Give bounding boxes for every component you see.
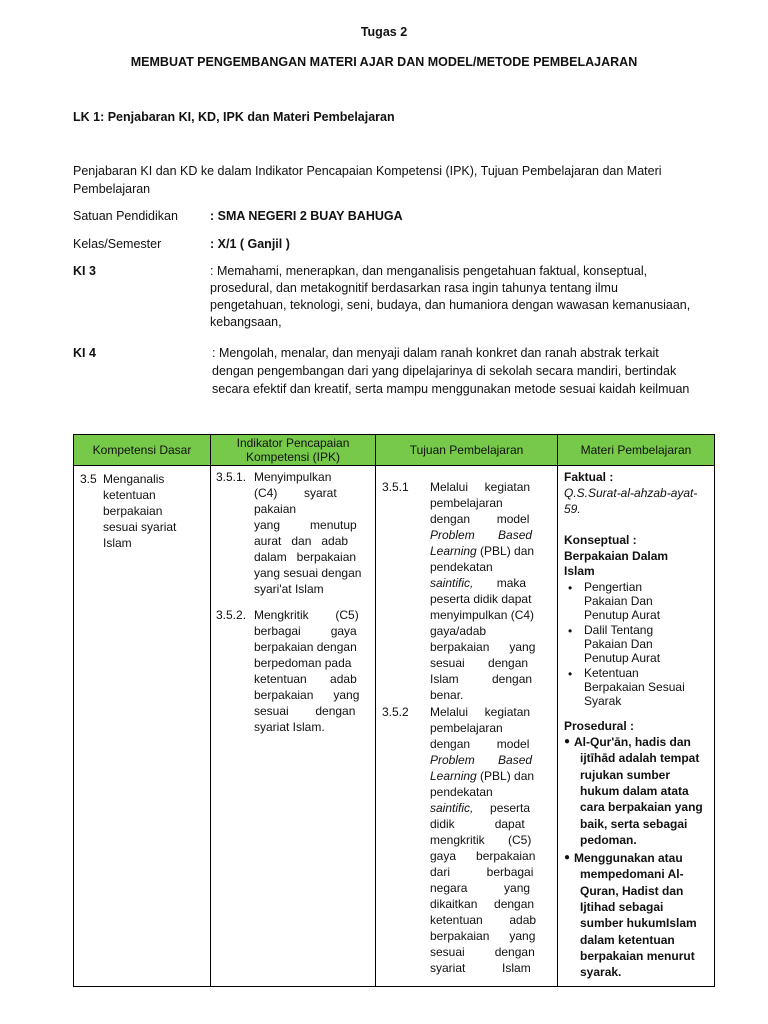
konseptual-item-line: Pakaian Dan bbox=[584, 637, 653, 651]
ipk-cell bbox=[211, 466, 376, 987]
lk-heading: LK 1: Penjabaran KI, KD, IPK dan Materi Pembelajaran bbox=[73, 110, 395, 124]
tujuan-line: saintific, peserta bbox=[430, 801, 531, 815]
tujuan-number: 3.5.1 bbox=[382, 480, 409, 494]
tujuan-line: sesuai dengan bbox=[430, 656, 529, 670]
tujuan-line: Islam dengan bbox=[430, 672, 533, 686]
konseptual-item-line: Penutup Aurat bbox=[584, 608, 661, 622]
tujuan-line: pendekatan bbox=[430, 560, 493, 574]
tujuan-cell bbox=[376, 466, 558, 987]
header-tujuan: Tujuan Pembelajaran bbox=[376, 435, 558, 466]
tujuan-line: sesuai dengan bbox=[430, 945, 535, 959]
header-materi: Materi Pembelajaran bbox=[558, 435, 715, 466]
konseptual-item-line: Penutup Aurat bbox=[584, 651, 661, 665]
prosedural-item-line: Al-Qur'ān, hadis dan bbox=[574, 735, 691, 749]
document-title: MEMBUAT PENGEMBANGAN MATERI AJAR DAN MODEL/METODE PEMBELAJARAN bbox=[130, 55, 638, 69]
header-kd: Kompetensi Dasar bbox=[74, 435, 211, 466]
tujuan-line: benar. bbox=[430, 688, 464, 702]
konseptual-item-line: Berpakaian Sesuai bbox=[584, 680, 685, 694]
tujuan-number: 3.5.2 bbox=[382, 705, 409, 719]
tujuan-line: dikaitkan dengan bbox=[430, 897, 535, 911]
prosedural-item-line: dalam ketentuan bbox=[580, 932, 675, 947]
tujuan-line: didik dapat bbox=[430, 817, 525, 831]
kd-line: berpakaian bbox=[103, 504, 163, 518]
ki4-label: KI 4 bbox=[73, 346, 96, 360]
prosedural-item-line: syarak. bbox=[580, 965, 622, 980]
prosedural-item-line: rujukan sumber bbox=[580, 767, 671, 782]
tujuan-line: pembelajaran bbox=[430, 496, 503, 510]
tujuan-line: dengan model bbox=[430, 737, 530, 751]
faktual-label: Faktual : bbox=[564, 470, 614, 484]
tujuan-line: Learning (PBL) dan bbox=[430, 769, 535, 783]
tujuan-line: Problem Based bbox=[430, 528, 533, 542]
header-ipk-line: Kompetensi (IPK) bbox=[245, 450, 341, 464]
prosedural-item-line: sumber hukumIslam bbox=[580, 916, 697, 931]
konseptual-item-line: Syarak bbox=[584, 694, 622, 708]
prosedural-item-line: baik, serta sebagai bbox=[580, 816, 688, 831]
ki4-line: : Mengolah, menalar, dan menyaji dalam ranah konkret dan ranah abstrak terkait bbox=[212, 346, 659, 360]
tujuan-line: Melalui kegiatan bbox=[430, 480, 531, 494]
class-value: : X/1 ( Ganjil ) bbox=[210, 237, 290, 251]
prosedural-item-line: Ijtihad sebagai bbox=[580, 899, 664, 914]
tujuan-line: saintific, maka bbox=[430, 576, 527, 590]
tujuan-line: berpakaian yang bbox=[430, 929, 536, 943]
ki4-line: dengan pengembangan dari yang dipelajarinya di sekolah secara mandiri, bertindak bbox=[212, 364, 677, 378]
kd-line: Menganalis bbox=[103, 472, 165, 486]
kd-number: 3.5 bbox=[80, 472, 97, 486]
kd-line: ketentuan bbox=[103, 488, 156, 502]
tujuan-line: negara yang bbox=[430, 881, 531, 895]
prosedural-item-line: cara berpakaian yang bbox=[580, 800, 703, 815]
ipk-line: Mengkritik (C5) bbox=[254, 608, 359, 622]
intro-line-2: Pembelajaran bbox=[73, 182, 151, 196]
class-label: Kelas/Semester bbox=[73, 237, 162, 251]
konseptual-item-line: Pengertian bbox=[584, 580, 643, 594]
prosedural-item-line: hukum dalam atata bbox=[580, 783, 689, 798]
ipk-line: syariat Islam. bbox=[254, 720, 325, 734]
bullet-icon: • bbox=[568, 667, 573, 681]
konseptual-item-line: Ketentuan bbox=[584, 666, 639, 680]
bullet-icon: • bbox=[568, 581, 573, 595]
kd-cell bbox=[74, 466, 211, 987]
intro-line-1: Penjabaran KI dan KD ke dalam Indikator Pencapaian Kompetensi (IPK), Tujuan Pembelajaran dan Materi bbox=[73, 164, 662, 178]
task-title: Tugas 2 bbox=[360, 25, 408, 39]
tujuan-line: ketentuan adab bbox=[430, 913, 537, 927]
prosedural-label: Prosedural : bbox=[564, 719, 635, 733]
ipk-line: pakaian bbox=[254, 502, 297, 516]
ipk-line: berpedoman pada bbox=[254, 656, 352, 670]
prosedural-item-line: pedoman. bbox=[580, 832, 637, 847]
prosedural-item-line: Quran, Hadist dan bbox=[580, 883, 684, 898]
faktual-line: Q.S.Surat-al-ahzab-ayat- bbox=[564, 486, 698, 500]
ipk-line: dalam berpakaian bbox=[254, 550, 357, 564]
tujuan-line: dengan model bbox=[430, 512, 530, 526]
ki3-line: prosedural, dan metakognitif berdasarkan rasa ingin tahunya tentang ilmu bbox=[210, 281, 618, 295]
konseptual-line: Islam bbox=[564, 564, 595, 578]
ipk-line: berbagai gaya bbox=[254, 624, 357, 638]
bullet-icon: • bbox=[568, 624, 573, 638]
ipk-number: 3.5.1. bbox=[216, 470, 247, 484]
header-ipk bbox=[211, 435, 376, 466]
tujuan-line: pembelajaran bbox=[430, 721, 503, 735]
ipk-line: ketentuan adab bbox=[254, 672, 357, 686]
tujuan-line: syariat Islam bbox=[430, 961, 531, 975]
ki3-line: : Memahami, menerapkan, dan menganalisis pengetahuan faktual, konseptual, bbox=[210, 264, 648, 278]
prosedural-item-line: Menggunakan atau bbox=[574, 851, 683, 865]
materi-cell bbox=[558, 466, 715, 987]
ipk-line: sesuai dengan bbox=[254, 704, 356, 718]
konseptual-item-line: Pakaian Dan bbox=[584, 594, 653, 608]
prosedural-item-line: mempedomani Al- bbox=[580, 867, 684, 882]
ki3-line: kebangsaan, bbox=[210, 315, 282, 329]
konseptual-item-line: Dalil Tentang bbox=[584, 623, 654, 637]
tujuan-line: berpakaian yang bbox=[430, 640, 536, 654]
prosedural-item-line: ijtīhād adalah tempat bbox=[580, 751, 700, 766]
ipk-line: (C4) syarat bbox=[254, 486, 337, 500]
kd-line: sesuai syariat bbox=[103, 520, 177, 534]
ki3-label: KI 3 bbox=[73, 264, 96, 278]
ki4-line: secara efektif dan kreatif, serta mampu menggunakan metode sesuai kaidah keilmuan bbox=[212, 382, 690, 396]
tujuan-line: Melalui kegiatan bbox=[430, 705, 531, 719]
ipk-line: yang menutup bbox=[254, 518, 357, 532]
school-value: : SMA NEGERI 2 BUAY BAHUGA bbox=[210, 209, 403, 223]
ipk-line: aurat dan adab bbox=[254, 534, 349, 548]
tujuan-line: pendekatan bbox=[430, 785, 493, 799]
table-header-row bbox=[74, 435, 715, 466]
ipk-line: yang sesuai dengan bbox=[254, 566, 362, 580]
prosedural-item-line: berpakaian menurut bbox=[580, 948, 695, 963]
ipk-line: syari'at Islam bbox=[254, 582, 324, 596]
tujuan-line: gaya berpakaian bbox=[430, 849, 536, 863]
tujuan-line: dari berbagai bbox=[430, 865, 534, 879]
ipk-line: berpakaian yang bbox=[254, 688, 360, 702]
ipk-line: berpakaian dengan bbox=[254, 640, 357, 654]
ki3-line: pengetahuan, teknologi, seni, budaya, dan humaniora dengan wawasan kemanusiaan, bbox=[210, 298, 691, 312]
tujuan-line: Problem Based bbox=[430, 753, 533, 767]
tujuan-line: gaya/adab bbox=[430, 624, 487, 638]
kd-line: Islam bbox=[103, 536, 132, 550]
konseptual-label: Konseptual : bbox=[564, 533, 637, 547]
bullet-icon: ● bbox=[564, 852, 571, 863]
konseptual-line: Berpakaian Dalam bbox=[564, 549, 669, 563]
competency-table bbox=[73, 434, 715, 987]
school-label: Satuan Pendidikan bbox=[73, 209, 178, 223]
tujuan-line: Learning (PBL) dan bbox=[430, 544, 535, 558]
ipk-number: 3.5.2. bbox=[216, 608, 247, 622]
ipk-line: Menyimpulkan bbox=[254, 470, 332, 484]
tujuan-line: mengkritik (C5) bbox=[430, 833, 532, 847]
tujuan-line: menyimpulkan (C4) bbox=[430, 608, 535, 622]
faktual-line: 59. bbox=[564, 502, 581, 516]
tujuan-line: peserta didik dapat bbox=[430, 592, 532, 606]
header-ipk-line: Indikator Pencapaian bbox=[236, 436, 350, 450]
table-row bbox=[74, 466, 715, 987]
bullet-icon: ● bbox=[564, 736, 571, 747]
